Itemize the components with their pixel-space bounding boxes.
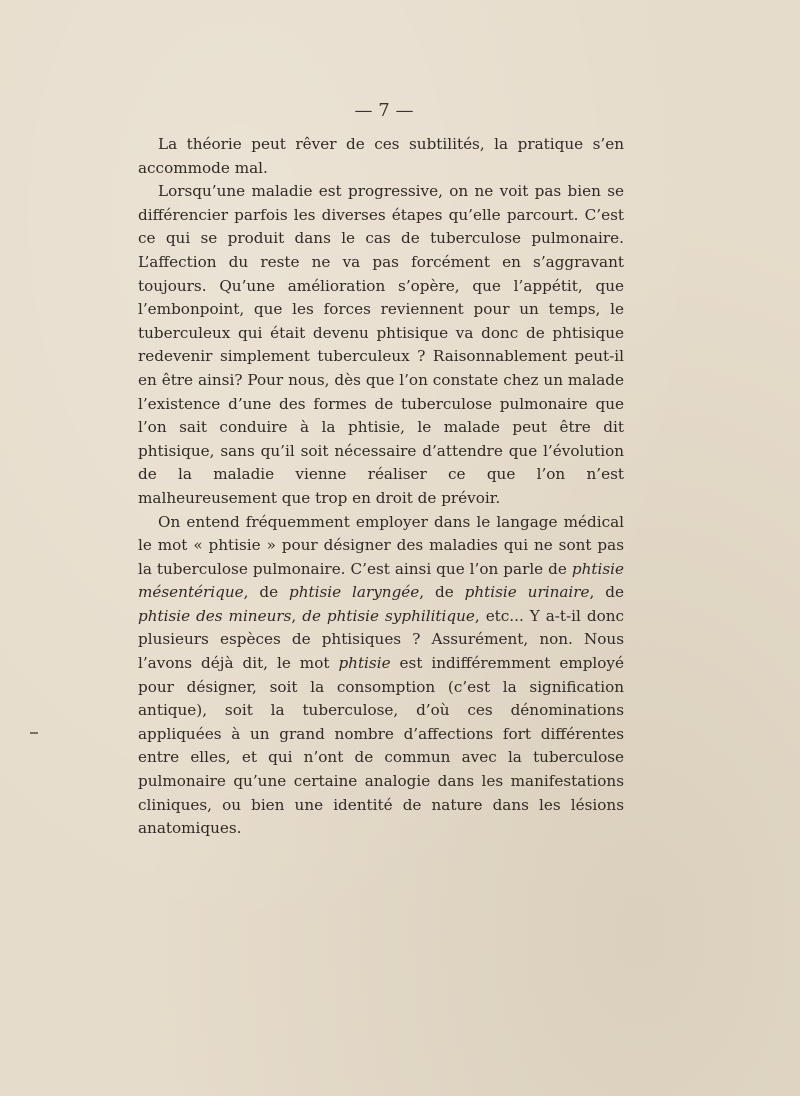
paragraph-3-text-5: , — [291, 606, 303, 625]
term-phtisie-syphilitique: de phtisie syphilitique — [302, 606, 475, 625]
paragraph-3-text-4: , de — [589, 583, 624, 602]
term-phtisie: phtisie — [338, 654, 391, 673]
paragraph-3-text-3: , de — [419, 583, 465, 602]
page-number: — 7 — — [354, 100, 414, 121]
paragraph-1-text: La théorie peut rêver de ces subtilités, la pratique s’en accommode mal. — [138, 135, 624, 177]
term-phtisie-des-mineurs: phtisie des mineurs — [138, 606, 292, 625]
paragraph-3-text-6: , etc... Y a-t-il donc plusieurs espèces de phtisiques ? Assurément, non. Nous l’avons déjà dit, le mot — [138, 606, 624, 673]
paragraph-3-text-1: On entend fréquemment employer dans le langage médical le mot « phtisie » pour désigner des maladies qui ne sont pas la tuberculose pulmonaire. C’est ainsi que l’on parle de — [138, 512, 624, 578]
paragraph-3 — [138, 511, 624, 841]
paragraph-3-text-7: est indifféremment employé pour désigner, soit la consomption (c’est la signification antique), soit la tuberculose, d’où ces dénominations appliquées à un grand nombre d’affections fort différentes entre elles, et qui n’ont de commun avec la tuberculose pulmonaire qu’une certaine analogie dans les manifestations cliniques, ou bien une identité de nature dans les lésions anatomiques. — [138, 654, 625, 838]
term-phtisie-mesenterique: phtisie mésentérique — [138, 559, 624, 602]
paragraph-2-text: Lorsqu’une maladie est progressive, on ne voit pas bien se différencier parfois les diverses étapes qu’elle parcourt. C’est ce qui se produit dans le cas de tuberculose pulmonaire. L’affection du reste ne va pas forcément en s’aggravant toujours. Qu’une amélioration s’opère, que l’appétit, que l’embonpoint, que les forces reviennent pour un temps, le tuberculeux qui était devenu phtisique va donc de phtisique redevenir simplement tuberculeux ? Raisonnablement peut-il en être ainsi? Pour nous, dès que l’on constate chez un malade l’existence d’une des formes de tuberculose pulmonaire que l’on sait conduire à la phtisie, le malade peut être dit phtisique, sans qu’il soit nécessaire d’attendre que l’évolution de la maladie vienne réaliser ce que l’on n’est malheureusement que trop en droit de prévoir. — [138, 182, 624, 507]
term-phtisie-urinaire: phtisie urinaire — [464, 583, 590, 602]
body-text — [138, 133, 624, 841]
paragraph-2 — [138, 180, 624, 510]
paragraph-3-text-2: , de — [243, 583, 290, 602]
margin-mark — [30, 732, 38, 734]
paragraph-1 — [138, 133, 624, 180]
term-phtisie-laryngee: phtisie laryngée — [289, 583, 420, 602]
